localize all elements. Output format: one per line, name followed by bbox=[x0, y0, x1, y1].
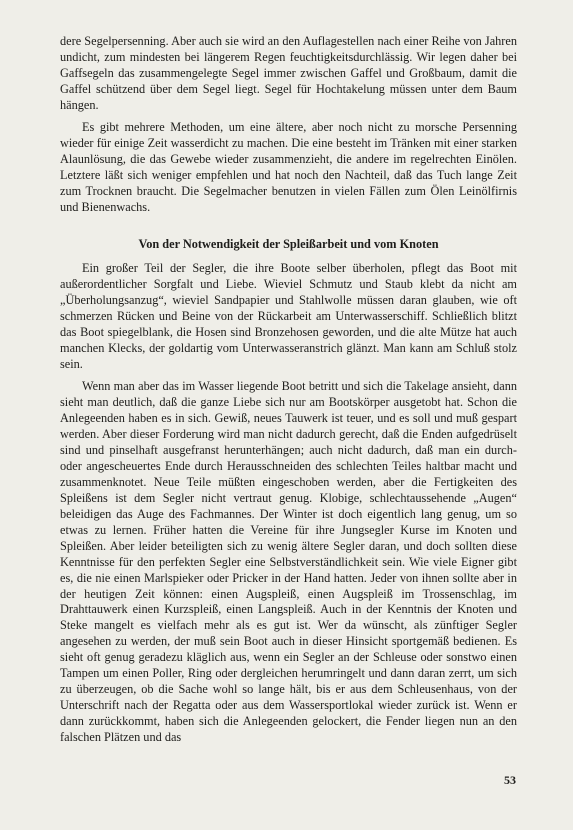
section-gap bbox=[60, 215, 517, 237]
page-number: 53 bbox=[504, 773, 516, 787]
text-block bbox=[60, 34, 517, 746]
paragraph-continuation: dere Segelpersenning. Aber auch sie wird an den Auflagestellen nach einer Reihe von Jahren undicht, zum mindesten bei längerem Regen feuchtigkeitsdurchlässig. Wir legen daher bei Gaffsegeln das zusammengelegte Segel immer zwischen Gaffel und Großbaum, damit die Gaffel schützend über dem Segel liegt. Segel für Hochtakelung müssen unter dem Baum hängen. bbox=[60, 34, 517, 112]
paragraph-persenning: Es gibt mehrere Methoden, um eine ältere, aber noch nicht zu morsche Persenning wieder für einige Zeit wasserdicht zu machen. Die eine besteht im Tränken mit einer starken Alaunlösung, die das Gewebe wieder zusammenzieht, die andere im regelrechten Einölen. Letztere läßt sich weniger empfehlen und hat noch den Nachteil, daß das Tuch lange Zeit zum Trocknen braucht. Die Segelmacher benutzen in vielen Fällen zum Ölen Leinölfirnis und Bienenwachs. bbox=[60, 119, 517, 214]
paragraph-rigging: Wenn man aber das im Wasser liegende Boot betritt und sich die Takelage ansieht, dann sieht man deutlich, daß die ganze Liebe sich nur am Bootskörper ausgetobt hat. Schon die Anlegeenden haben es in sich. Gewiß, neues Tauwerk ist teuer, und es soll und muß gespart werden. Aber dieser Forderung wird man nicht dadurch gerecht, daß die Enden aufgedrüselt sind und pinselhaft ausgefranst herunterhängen; auch nicht dadurch, daß man ein durch- oder angescheuertes Ende durch Herausschneiden des schlechten Teiles haltbar macht und zusammenknotet. Neue Teile müßten eingeschoben werden, aber die Fertigkeiten des Spleißens ist dem Segler nicht vertraut genug. Klobige, schlechtaussehende „Augen“ beleidigen das Auge des Fachmannes. Der Winter ist doch eigentlich lang genug, um so etwas zu lernen. Früher hatten die Vereine für ihre Jungsegler Kurse im Knoten und Spleißen. Aber leider beteiligten sich zu wenig ältere Segler daran, und doch sollten diese Kenntnisse für den perfekten Segler eine Selbstverständlichkeit sein. Wie viele Eigner gibt es, die nie einen Marlspieker oder Pricker in der Hand hatten. Jeder von ihnen sollte aber in der heutigen Zeit können: einen Augspleiß, einen Augspleiß im Trossenschlag, im Drahttauwerk einen Kurzspleiß, einen Langspleiß. Auch in der Kenntnis der Knoten und Steke mangelt es vielfach mehr als es gut ist. Wer da wünscht, als zünftiger Segler angesehen zu werden, der muß sein Boot auch in dieser Hinsicht sportgemäß bedienen. Es sieht oft genug geradezu kläglich aus, wenn ein Segler an der Schleuse oder sonstwo einen Tampen um einen Poller, Ring oder dergleichen herumringelt und dann daran zerrt, um sich zu überzeugen, ob die Sache wohl so lange hält, bis er aus dem Schleusenhaus, von der Unterschrift nach der Regatta oder aus dem Wassersportlokal wieder zurück ist. Wenn er dann zurückkommt, haben sich die Anlegeenden gelockert, die Fender liegen nun an den falschen Plätzen und das bbox=[60, 379, 517, 745]
paragraph-boat-care: Ein großer Teil der Segler, die ihre Boote selber überholen, pflegt das Boot mit außerordentlicher Sorgfalt und Liebe. Wieviel Schmutz und Staub klebt da nicht am „Überholungsanzug“, wieviel Sandpapier und Stahlwolle müssen daran glauben, wie oft schmerzen Rücken und Beine von der Rückarbeit am Unterwasserschiff. Schließlich blitzt das Boot spiegelblank, die Hosen sind Bronzehosen geworden, und die alte Mütze hat auch manchen Klecks, der goldartig vom Unterwasseranstrich glänzt. Man kann am Schluß stolz sein. bbox=[60, 261, 517, 372]
heading-gap bbox=[60, 253, 517, 261]
section-heading: Von der Notwendigkeit der Spleißarbeit und vom Knoten bbox=[138, 237, 439, 252]
